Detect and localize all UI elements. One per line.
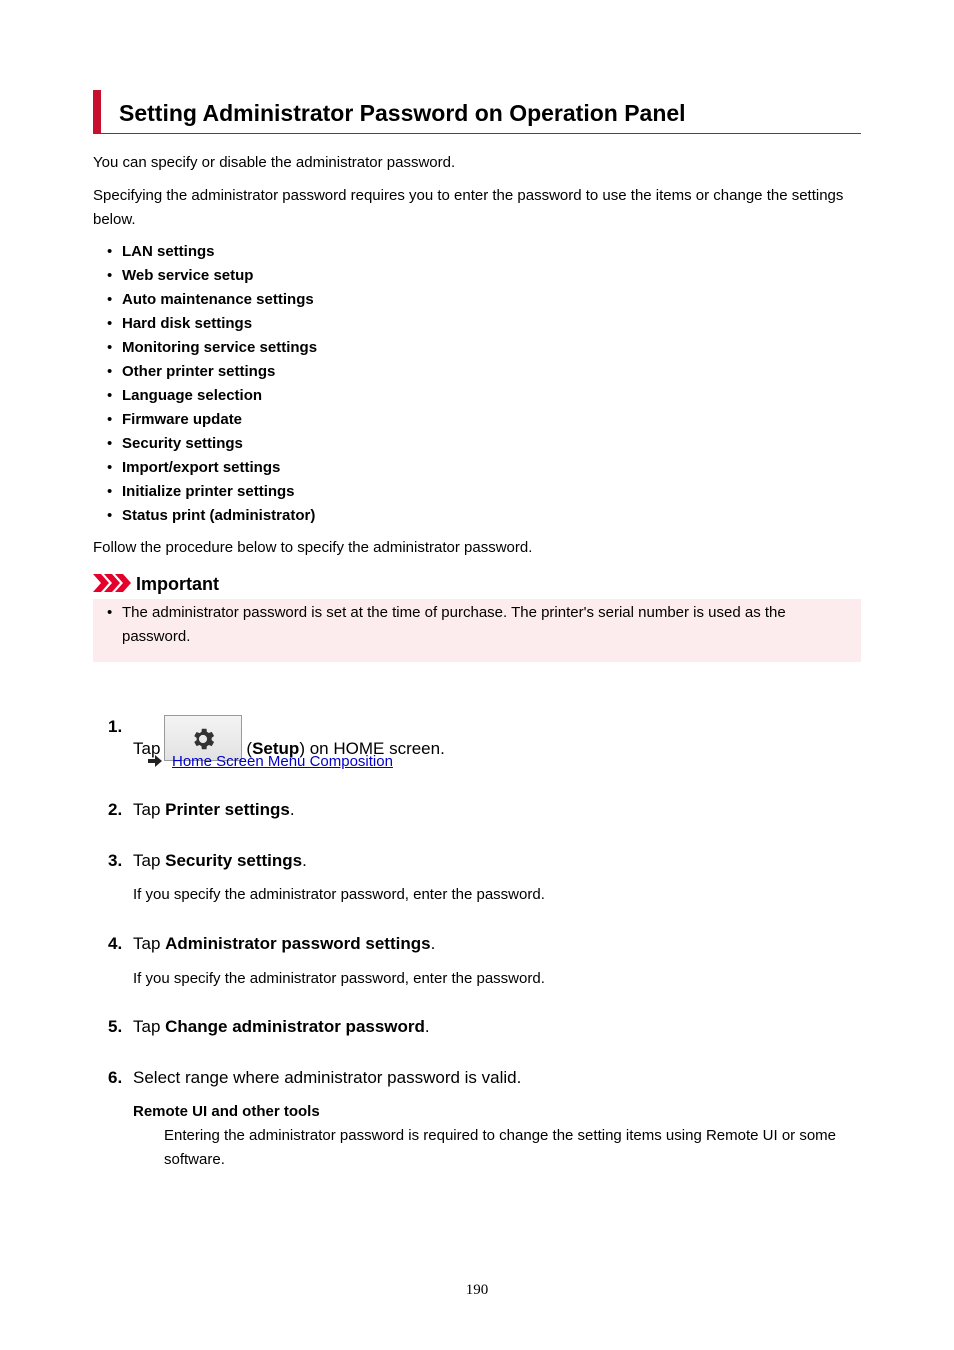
step-6-text: Select range where administrator password is valid. — [133, 1068, 522, 1087]
list-item: • Monitoring service settings — [107, 339, 318, 356]
page-number: 190 — [465, 1282, 489, 1298]
list-item: • Import/export settings — [107, 459, 281, 476]
list-item: • Status print (administrator) — [107, 507, 316, 524]
intro-paragraph-2: Specifying the administrator password requires you to enter the password to use the items or change the settings below. — [93, 187, 844, 228]
range-option-body: Entering the administrator password is required to change the setting items using Remote UI or some software. — [164, 1127, 836, 1168]
step-2-text: Tap Printer settings. — [133, 800, 295, 819]
list-item: • Language selection — [107, 387, 263, 404]
step-4-text: Tap Administrator password settings. — [133, 934, 436, 953]
important-chevrons-icon — [93, 574, 131, 592]
list-item: • LAN settings — [107, 243, 215, 260]
list-item: • Other printer settings — [107, 363, 276, 380]
step-1-text: Tap (Setup) on HOME screen. — [133, 715, 445, 761]
intro-paragraph-1: You can specify or disable the administrator password. — [93, 154, 456, 171]
step-number: 3. — [108, 851, 123, 870]
range-option-heading: Remote UI and other tools — [133, 1103, 320, 1120]
list-item: • Web service setup — [107, 267, 254, 284]
list-item: • Auto maintenance settings — [107, 291, 314, 308]
home-menu-link-line — [148, 750, 393, 774]
list-item: • Initialize printer settings — [107, 483, 295, 500]
step-number: 5. — [108, 1017, 123, 1036]
title-section — [93, 90, 861, 134]
arrow-right-icon — [148, 755, 162, 767]
list-item: • Security settings — [107, 435, 243, 452]
step-number: 6. — [108, 1068, 123, 1087]
list-item: • Firmware update — [107, 411, 243, 428]
list-item: • Hard disk settings — [107, 315, 253, 332]
step-number: 2. — [108, 800, 123, 819]
follow-paragraph: Follow the procedure below to specify the administrator password. — [93, 539, 533, 556]
step-number: 1. — [108, 717, 123, 736]
step-3-text: Tap Security settings. — [133, 851, 307, 870]
important-box: • The administrator password is set at the time of purchase. The printer's serial number is used as the password. — [93, 599, 861, 662]
step-4-note: If you specify the administrator password, enter the password. — [133, 970, 545, 987]
important-title: Important — [136, 574, 219, 594]
title-accent-bar — [93, 90, 101, 133]
page-title: Setting Administrator Password on Operation Panel — [119, 100, 686, 126]
gear-icon — [189, 725, 217, 753]
settings-list — [93, 240, 317, 528]
step-5-text: Tap Change administrator password. — [133, 1017, 430, 1036]
important-text: The administrator password is set at the time of purchase. The printer's serial number is used as the password. — [122, 604, 786, 645]
home-screen-menu-link[interactable]: Home Screen Menu Composition — [172, 753, 393, 770]
step-3-note: If you specify the administrator password, enter the password. — [133, 886, 545, 903]
step-number: 4. — [108, 934, 123, 953]
